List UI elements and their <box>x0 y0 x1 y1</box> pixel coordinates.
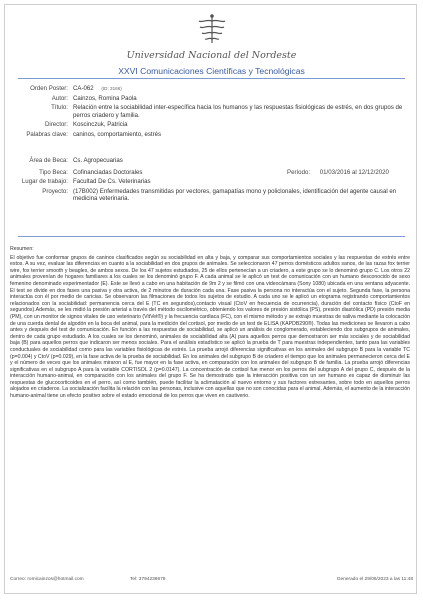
orden-id: (ID: 3166) <box>101 86 122 91</box>
autor-label: Autor: <box>51 94 68 102</box>
palabras-value: caninos, comportamiento, estrés <box>73 130 162 138</box>
meta-block-top <box>10 85 410 139</box>
footer-generated: Generado el 29/06/2023 a las 11:48 <box>336 577 413 582</box>
orden-code: CA-062 <box>73 85 94 92</box>
meta-row-palabras <box>10 131 410 139</box>
area-value: Cs. Agropecuarias <box>73 157 123 164</box>
periodo-value: 01/03/2016 al 12/12/2020 <box>319 168 389 176</box>
director-value: Koscinczuk, Patricia <box>73 121 128 129</box>
university-crest-icon <box>196 13 228 47</box>
lugar-value: Facultad De Cs. Veterinarias <box>73 178 151 186</box>
proyecto-label: Proyecto: <box>42 187 68 195</box>
meta-row-proyecto <box>10 188 410 203</box>
university-name: Universidad Nacional del Nordeste <box>126 50 297 61</box>
footer-email: Correo: romicainzos@hotmail.com <box>10 577 84 582</box>
university-logo <box>0 13 423 47</box>
meta-block-beca <box>10 157 410 203</box>
autor-value: Cainzos, Romina Paola <box>73 94 137 102</box>
tipo-label: Tipo Beca: <box>39 168 68 176</box>
titulo-value: Relación entre la sociabilidad inter-específica hacia los humanos y las respuestas fisiológicas de estrés, en dos grupos de perros criadero y familia. <box>73 104 403 119</box>
footer-tel: Tel: 3794238679 <box>130 577 166 582</box>
meta-row-tipo <box>10 169 410 177</box>
meta-row-area <box>10 157 410 165</box>
meta-row-lugar <box>10 178 410 186</box>
tipo-value: Cofinanciadas Doctorales <box>73 168 143 176</box>
meta-row-autor <box>10 95 410 103</box>
area-label: Área de Beca: <box>29 157 68 164</box>
director-label: Director: <box>44 121 68 129</box>
orden-label: Orden Poster: <box>30 85 68 92</box>
resumen-title: Resumen: <box>10 246 34 252</box>
resumen-section <box>10 246 410 400</box>
resumen-text: El objetivo fue conformar grupos de caninos clasificados según su sociabilidad en alta y baja, y comparar sus comportamientos sociales y las respuestas de estrés entre estos. A su vez, evaluar las diferencias en cuanto a la sociabilidad en dos grupos de animales. Se seleccionaron 47 perros domésticos adultos sanos, de las razas fox terrier wire, fox terrier smooth y beagles, de ambos sexos. De los 47 sujetos estudiados, 25 de ellos pertenecían a un criadero, a este grupo se lo denominó grupo C. Los otros 22 animales provenían de hogares familiares a los cuales se los denominó grupo F. A cada animal se le aplicó un test de comunicación con un humano desconocido de sexo femenino denominado experimentador (E). Este se llevó a cabo en una habitación de 9m 2 y se filmó con una videocámara (Sony 1080) ubicada en una ventana adyacente. El test se divide en dos fases una pasiva y otra activa, de 2 minutos de duración cada una. Fase pasiva la persona no interactúa con el sujeto. Segunda fase, la persona interactúa con él por medio de caricias. Se observaron las filmaciones de todos los sujetos de estudio. A cada uno se le aplicó un etograma registrando comportamientos relacionados con la sociabilidad: permanencia cerca del E (TC en segundos),contacto visual (CtoV en frecuencia de ocurrencia), duración del contacto físico (CtoF en segundos).Además, se les midió la presión arterial a través del método oscilométrico, obteniendo los valores de presión sistólica (PS), presión diastólica (PD) presión media (PM), con un monitor de signos vitales de uso veterinario (VitVet®) y la frecuencia cardiaca (FC), con el mismo método y se extrajo muestras de saliva mediante la colocación de una cuerda dental de algodón en la boca del animal, para la medición del cortisol, por medio de un test de ELISA (KAPDB290®). Todas las mediciones se llevaron a cabo antes y después del test de comunicación. En función a las respuestas de sociabilidad, se aplicó un análisis de conglomerado, estableciendo dos subgrupos de animales, dentro de cada grupo estudiado. A los cuales se los denominó, animales de sociabilidad alta (A) para aquellos perros que demostraron ser más sociales y de sociabilidad baja (B) para aquellos perros que indicaron ser menos sociales. Para el análisis estadístico se aplicó la prueba de T para muestras independientes, tanto para las variables conductuales de sociabilidad como para las variables fisiológicas de estrés. La prueba arrojó diferencias significativas en los animales del subgrupo B para la variable TC (p=0.004) y CtoV (p=0.029), en la fase activa de la prueba de sociabilidad. En los animales del subgrupo B de criadero el tiempo que los animales permanecieron cerca del E y el número de veces que los animales miraron al E, fue mayor en la fase activa, en comparación con los animales del subgrupo B de familia. La prueba arrojó diferencias significativas en el subgrupo A para la variable CORTISOL 2 (p=0.0147). La concentración de cortisol fue menor en los perros del subgrupo A del grupo C, después de la interacción humano-animal, en comparación con los animales del grupo F. Se ha demostrado que la interacción positiva con un ser humano es capaz de disminuir las respuestas de glucocorticoides en el perro, así como también, puede facilitar la aclimatación al nuevo entorno y sus factores estresantes, sobre todo en aquellos perros alojados en criaderos. La socialización facilita la relación con las personas, inclusive con aquellas que no son conocidas para el animal. Además, el aumento de la interacción humano-animal tiene un efecto positivo sobre el estado emocional de los perros que viven en cautiverio. <box>10 254 410 400</box>
meta-row-director <box>10 121 410 129</box>
periodo-label: Período: <box>287 168 311 176</box>
palabras-label: Palabras clave: <box>26 130 68 138</box>
proyecto-value: (17B002) Enfermedades transmitidas por vectores, gamapatías mono y policlonales, identificación del agente causal en medicina veterinaria. <box>73 187 397 203</box>
periodo <box>287 169 389 177</box>
resumen-divider <box>18 236 405 237</box>
orden-value <box>73 85 410 93</box>
header-divider <box>18 78 405 79</box>
meta-row-orden <box>10 85 410 93</box>
meta-row-titulo <box>10 104 410 119</box>
titulo-label: Título: <box>51 104 68 112</box>
lugar-label: Lugar de trabajo: <box>21 178 68 186</box>
congress-title: XXVI Comunicaciones Científicas y Tecnológicas <box>118 66 305 76</box>
